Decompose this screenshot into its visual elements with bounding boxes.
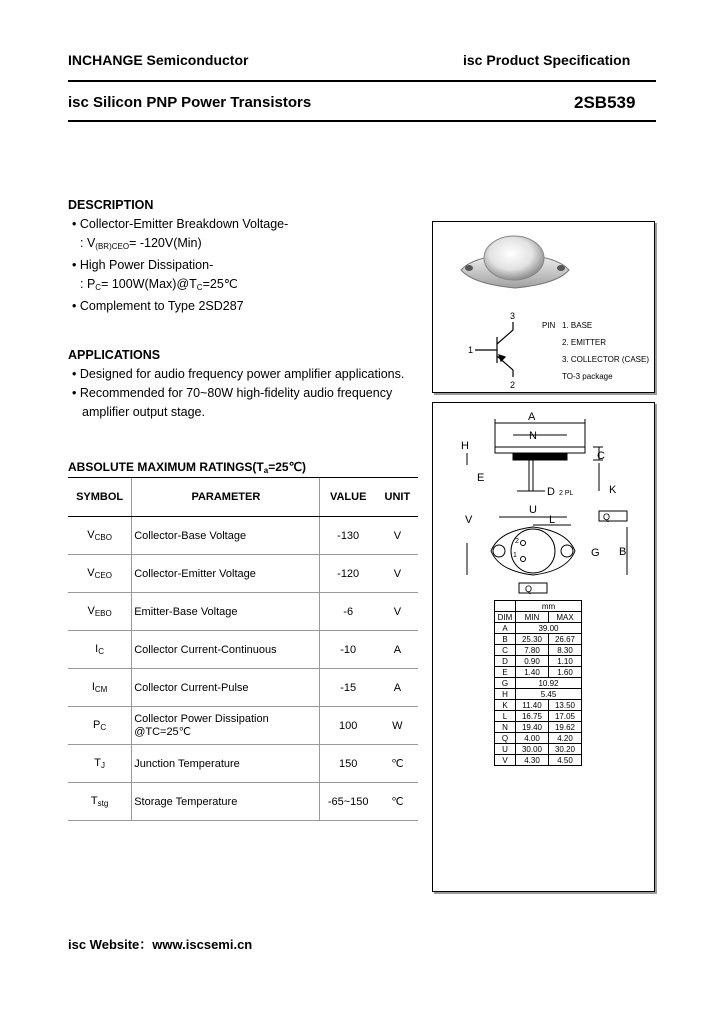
dim-letter: D (495, 656, 516, 667)
pin-2-label: 2. EMITTER (562, 338, 607, 347)
applications-list (72, 365, 432, 422)
dim-label-l: L (549, 514, 556, 526)
rating-unit: V (377, 593, 418, 631)
dim-row (495, 645, 582, 656)
dim-letter: E (495, 667, 516, 678)
vbr-line: : $V_{(BR)CEO}= -120V(Min)$ (80, 236, 202, 251)
symbol-pin-3: 3 (510, 311, 516, 321)
dim-row (495, 722, 582, 733)
dim-min: 16.75 (516, 711, 549, 722)
dim-max: 8.30 (549, 645, 582, 656)
dim-max: 26.67 (549, 634, 582, 645)
dim-letter: B (495, 634, 516, 645)
dim-label-g: G (591, 547, 600, 559)
dim-row (495, 689, 582, 700)
symbol-pin-2: 2 (510, 380, 516, 390)
product-brand: isc (68, 94, 89, 111)
dim-label-n: N (529, 430, 537, 442)
rating-value: -15 (319, 669, 377, 707)
dim-unit: mm (516, 601, 582, 612)
to3-photo (461, 236, 569, 288)
dim-header-row (495, 612, 582, 623)
transistor-symbol (475, 322, 513, 377)
dim-header-max: MAX (549, 612, 582, 623)
application-bullet: • Recommended for 70~80W high-fidelity audio frequency (72, 386, 393, 400)
rating-unit: V (377, 517, 418, 555)
dim-label-2pl: 2 PL (559, 490, 574, 497)
dim-min: 30.00 (516, 744, 549, 755)
rating-unit: ℃ (377, 783, 418, 821)
rating-parameter: Collector Current-Continuous (132, 631, 319, 669)
applications-heading: APPLICATIONS (68, 348, 161, 362)
company-name: INCHANGE Semiconductor (68, 52, 249, 68)
dim-row (495, 634, 582, 645)
rating-symbol: $T_{stg}$ (68, 783, 132, 821)
footer-url[interactable]: www.iscsemi.cn (152, 937, 253, 952)
description-bullet: • Complement to Type 2SD287 (72, 299, 244, 313)
rating-symbol: $V_{EBO}$ (68, 593, 132, 631)
description-bullet: • Collector-Emitter Breakdown Voltage- (72, 217, 289, 231)
rating-value: -130 (319, 517, 377, 555)
rating-parameter: Collector Current-Pulse (132, 669, 319, 707)
dim-label-v: V (465, 514, 473, 526)
ratings-row (68, 517, 418, 555)
dim-label-k: K (609, 484, 617, 496)
rating-symbol: $P_C$ (68, 707, 132, 745)
rating-parameter: Collector Power Dissipation @TC=25℃ (132, 707, 319, 745)
pin-1-label: 1. BASE (562, 321, 593, 330)
dim-header-min: MIN (516, 612, 549, 623)
rating-unit: V (377, 555, 418, 593)
ratings-row (68, 593, 418, 631)
dim-row (495, 744, 582, 755)
dim-letter: K (495, 700, 516, 711)
application-bullet: • Designed for audio frequency power amplifier applications. (72, 367, 405, 381)
ratings-title: ABSOLUTE MAXIMUM $RATINGS(T_a=25℃)$ (68, 460, 307, 475)
dim-max: 4.20 (549, 733, 582, 744)
ratings-row (68, 783, 418, 821)
dim-row (495, 700, 582, 711)
top-view (467, 511, 627, 593)
spec-brand: isc (463, 52, 483, 68)
col-unit: UNIT (377, 478, 418, 517)
dim-letter: A (495, 623, 516, 634)
package-illustration (433, 222, 654, 392)
dim-min: 25.30 (516, 634, 549, 645)
dim-letter: C (495, 645, 516, 656)
dim-max: 19.62 (549, 722, 582, 733)
description-heading: DESCRIPTION (68, 198, 154, 212)
dim-unit-row (495, 601, 582, 612)
package-box (432, 221, 655, 393)
rating-parameter: Emitter-Base Voltage (132, 593, 319, 631)
dimension-table (494, 600, 582, 766)
dim-value: 10.92 (516, 678, 582, 689)
outline-drawing (433, 403, 654, 603)
ratings-row (68, 669, 418, 707)
col-value: VALUE (319, 478, 377, 517)
dim-min: 7.80 (516, 645, 549, 656)
dim-row (495, 667, 582, 678)
symbol-pin-1: 1 (468, 345, 474, 355)
dim-max: 30.20 (549, 744, 582, 755)
ratings-header-row (68, 478, 418, 517)
dim-label-e: E (477, 472, 485, 484)
dim-max: 1.60 (549, 667, 582, 678)
application-bullet-cont: amplifier output stage. (82, 405, 205, 419)
rating-symbol: $I_{CM}$ (68, 669, 132, 707)
dim-max: 1.10 (549, 656, 582, 667)
product-line-text: Silicon PNP Power Transistors (93, 94, 312, 111)
rating-unit: A (377, 669, 418, 707)
dim-max: 17.05 (549, 711, 582, 722)
spec-title: Product Specification (486, 52, 631, 68)
dim-min: 4.30 (516, 755, 549, 766)
ratings-row (68, 745, 418, 783)
rating-symbol: $I_C$ (68, 631, 132, 669)
dim-letter: N (495, 722, 516, 733)
rating-parameter: Collector-Emitter Voltage (132, 555, 319, 593)
package-name: TO-3 package (562, 372, 613, 381)
ratings-row (68, 707, 418, 745)
rating-value: 150 (319, 745, 377, 783)
dim-label-c: C (597, 450, 605, 462)
description-bullet: • High Power Dissipation- (72, 258, 214, 272)
header-rule-top (68, 80, 656, 82)
dim-letter: V (495, 755, 516, 766)
ratings-table (68, 477, 418, 821)
dim-max: 4.50 (549, 755, 582, 766)
description-list (72, 215, 402, 316)
dim-label-d: D (547, 486, 555, 498)
dim-min: 0.90 (516, 656, 549, 667)
dim-header-dim: DIM (495, 612, 516, 623)
footer (68, 934, 252, 953)
dim-label-h: H (461, 440, 469, 452)
rating-unit: A (377, 631, 418, 669)
dim-min: 1.40 (516, 667, 549, 678)
dim-row (495, 678, 582, 689)
col-symbol: SYMBOL (68, 478, 132, 517)
dim-row (495, 733, 582, 744)
dim-row (495, 656, 582, 667)
dim-corner (495, 601, 516, 612)
rating-parameter-cond: @TC=25℃ (134, 726, 192, 738)
drawing-pin-2: 2 (515, 538, 519, 545)
spec-header (463, 52, 630, 68)
rating-symbol: $T_J$ (68, 745, 132, 783)
ratings-row (68, 555, 418, 593)
dim-label-q-bottom: Q (525, 584, 533, 594)
dim-letter: L (495, 711, 516, 722)
dim-min: 11.40 (516, 700, 549, 711)
rating-symbol: $V_{CBO}$ (68, 517, 132, 555)
dim-value: 5.45 (516, 689, 582, 700)
dim-letter: G (495, 678, 516, 689)
rating-unit: ℃ (377, 745, 418, 783)
rating-symbol: $V_{CEO}$ (68, 555, 132, 593)
dim-row (495, 711, 582, 722)
rating-parameter: Collector-Base Voltage (132, 517, 319, 555)
rating-value: -10 (319, 631, 377, 669)
rating-value: -6 (319, 593, 377, 631)
dim-value: 39.00 (516, 623, 582, 634)
rating-value: -120 (319, 555, 377, 593)
header-rule-bottom (68, 120, 656, 122)
part-number: 2SB539 (574, 93, 636, 112)
rating-parameter: Storage Temperature (132, 783, 319, 821)
dim-min: 19.40 (516, 722, 549, 733)
ratings-row (68, 631, 418, 669)
rating-value: -65~150 (319, 783, 377, 821)
pin-3-label: 3. COLLECTOR (CASE) (562, 355, 649, 364)
dim-label-q-top: Q (603, 512, 611, 522)
rating-unit: W (377, 707, 418, 745)
pc-line: : $P_C=$ $100W(Max)@T_C=25℃$ (80, 277, 238, 292)
dim-max: 13.50 (549, 700, 582, 711)
footer-label: isc Website： (68, 937, 153, 952)
pin-title: PIN (542, 321, 556, 330)
dim-letter: U (495, 744, 516, 755)
rating-value: 100 (319, 707, 377, 745)
dim-letter: H (495, 689, 516, 700)
dim-label-a: A (528, 411, 536, 423)
dim-letter: Q (495, 733, 516, 744)
col-parameter: PARAMETER (132, 478, 319, 517)
dim-label-b: B (619, 546, 627, 558)
rating-parameter: Junction Temperature (132, 745, 319, 783)
dim-label-u: U (529, 504, 537, 516)
dim-row (495, 623, 582, 634)
drawing-pin-1: 1 (513, 552, 517, 559)
dim-min: 4.00 (516, 733, 549, 744)
dim-row (495, 755, 582, 766)
product-line (68, 94, 311, 111)
